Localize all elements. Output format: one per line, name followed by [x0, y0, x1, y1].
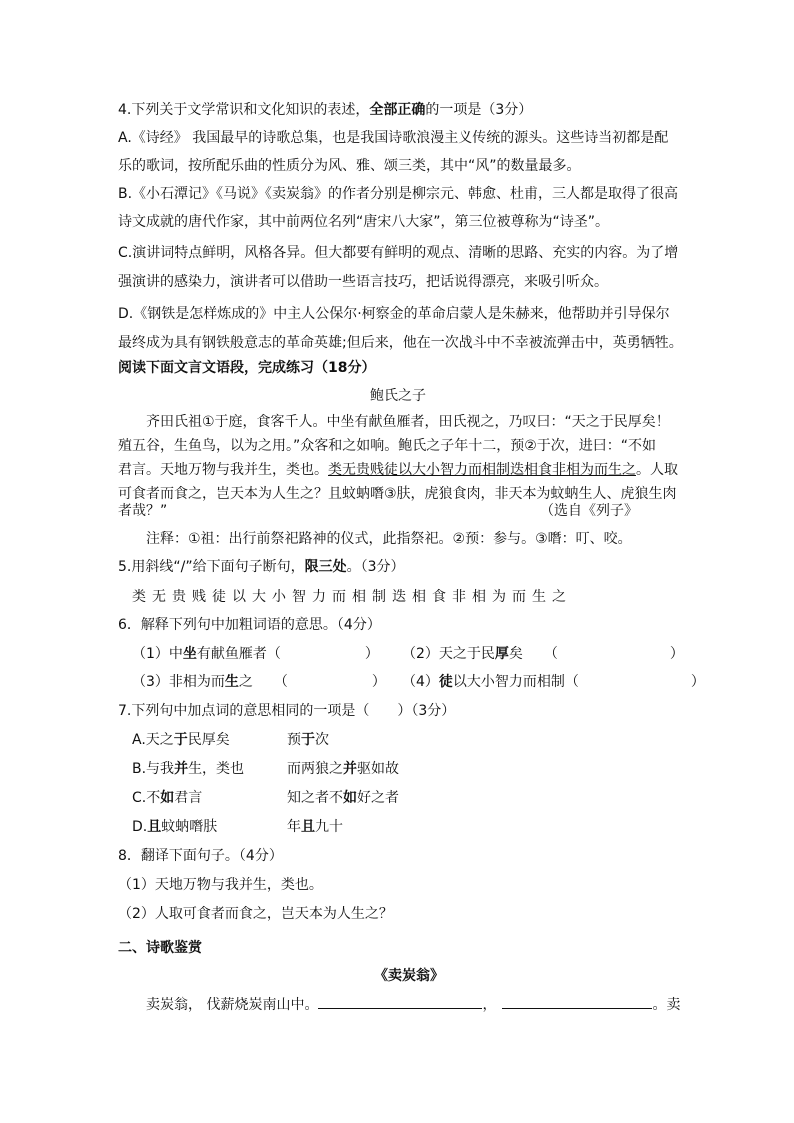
q7-stem: 7.下列句中加点词的意思相同的一项是（ ）（3分）	[118, 703, 456, 719]
fill-blank-2[interactable]	[502, 994, 652, 1009]
passage-line-4: 可食者而食之，岂天本为人生之？且蚊蚋噆③肤，虎狼食肉，非天本为蚊蚋生人、虎狼生肉	[118, 486, 677, 502]
q5-sentence: 类无贵贱徒以大小智力而相制迭相食非相为而生之	[132, 589, 572, 605]
q4-option-b-line1: B.《小石潭记》《马说》《卖炭翁》的作者分别是柳宗元、韩愈、杜甫，三人都是取得了很高	[118, 186, 679, 202]
q4-option-a-line1: A.《诗经》 我国最早的诗歌总集，也是我国诗歌浪漫主义传统的源头。这些诗当初都是配	[118, 130, 669, 146]
q7-option-c: C.不如君言	[132, 790, 203, 806]
q4-option-d-line2: 最终成为具有钢铁般意志的革命英雄;但后来，他在一次战斗中不幸被流弹击中，英勇牺牲。	[118, 335, 683, 351]
poem-line-1: 卖炭翁， 伐薪烧炭南山中。 ， 。卖	[146, 994, 680, 1015]
q4-option-a-line2: 乐的歌词，按所配乐曲的性质分为风、雅、颂三类，其中“风”的数量最多。	[118, 158, 581, 174]
q4-option-d-line1: D.《钢铁是怎样炼成的》中主人公保尔·柯察金的革命启蒙人是朱赫来，他帮助并引导保尔	[118, 306, 670, 322]
underlined-sentence: 类无贵贱徒以大小智力而相制迭相食非相为而生之	[328, 462, 636, 478]
passage-notes: 注释：①祖：出行前祭祀路神的仪式，此指祭祀。②预：参与。③噆：叮、咬。	[146, 531, 632, 547]
q7-option-c-compare: 知之者不如好之者	[287, 790, 399, 806]
q6-item-1: （1）中坐有献鱼雁者（ ）	[132, 646, 379, 662]
q4-option-c-line2: 强演讲的感染力，演讲者可以借助一些语言技巧，把话说得漂亮，来吸引听众。	[118, 274, 608, 290]
reading-heading: 阅读下面文言文语段，完成练习（18分）	[118, 360, 376, 376]
q8-sentence-1: （1）天地万物与我并生，类也。	[118, 877, 323, 893]
passage-line-5: 者哉？”	[118, 503, 168, 519]
q6-item-2: （2）天之于民厚矣 （ ）	[402, 646, 684, 662]
fill-blank-1[interactable]	[318, 994, 482, 1009]
q6-item-3: （3）非相为而生之 （ ）	[132, 674, 386, 690]
q8-sentence-2: （2）人取可食者而食之，岂天本为人生之？	[118, 906, 393, 922]
q7-option-d-compare: 年且九十	[287, 819, 343, 835]
section2-heading: 二、诗歌鉴赏	[118, 940, 202, 956]
passage-title: 鲍氏之子	[370, 388, 426, 404]
q7-option-a: A.天之于民厚矣	[132, 732, 230, 748]
q4-stem: 4.下列关于文学常识和文化知识的表述，全部正确的一项是（3分）	[118, 102, 533, 118]
q5-stem: 5.用斜线“/”给下面句子断句，限三处。（3分）	[118, 559, 405, 575]
poem-title: 《卖炭翁》	[374, 968, 444, 984]
passage-source: （选自《列子》	[540, 503, 638, 519]
q7-option-d: D.且蚊蚋噆肤	[132, 819, 218, 835]
passage-line-2: 殖五谷，生鱼鸟，以为之用。”众客和之如响。鲍氏之子年十二，预②于次，进曰：“不如	[118, 438, 657, 454]
q4-option-b-line2: 诗文成就的唐代作家，其中前两位名列“唐宋八大家”，第三位被尊称为“诗圣”。	[118, 214, 610, 230]
q7-option-a-compare: 预于次	[287, 732, 329, 748]
passage-line-3: 君言。天地万物与我并生，类也。类无贵贱徒以大小智力而相制迭相食非相为而生之。人取	[118, 462, 678, 478]
q8-stem: 8．翻译下面句子。（4分）	[118, 848, 283, 864]
q7-option-b-compare: 而两狼之并驱如故	[287, 761, 399, 777]
q6-stem: 6．解释下列句中加粗词语的意思。（4分）	[118, 617, 381, 633]
q7-option-b: B.与我并生，类也	[132, 761, 245, 777]
q4-option-c-line1: C.演讲词特点鲜明，风格各异。但大都要有鲜明的观点、清晰的思路、充实的内容。为了增	[118, 245, 679, 261]
passage-line-1: 齐田氏祖①于庭，食客千人。中坐有献鱼雁者，田氏视之，乃叹曰：“天之于民厚矣！	[146, 414, 670, 430]
q6-item-4: （4）徒以大小智力而相制（ ）	[402, 674, 705, 690]
